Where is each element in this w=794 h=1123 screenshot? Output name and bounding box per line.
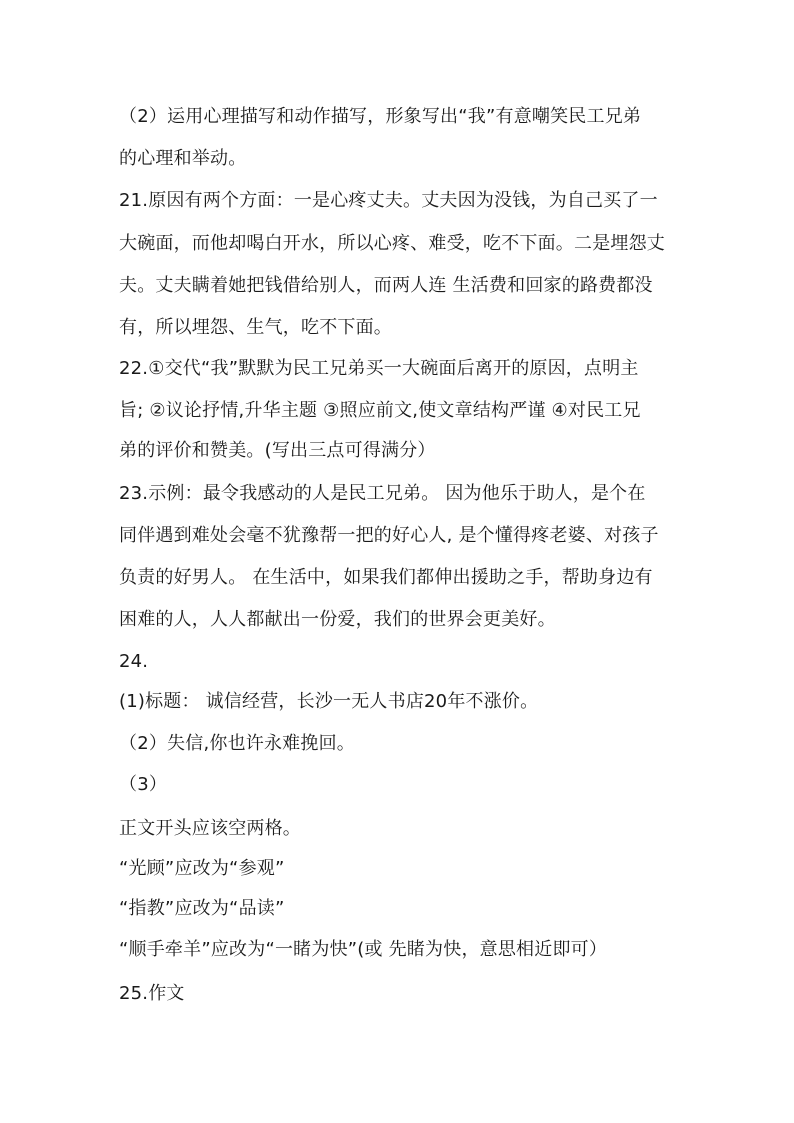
answer-24-3-item-2: “光顾”应改为“参观” — [119, 858, 285, 879]
answer-line-20-2b: 的心理和举动。 — [119, 148, 247, 169]
answer-21-line-1: 21.原因有两个方面：一是心疼丈夫。丈夫因为没钱，为自己买了一 — [119, 190, 658, 211]
answer-23-line-3: 负责的好男人。 在生活中，如果我们都伸出援助之手，帮助身边有 — [119, 567, 653, 588]
answer-24-heading: 24. — [119, 651, 149, 672]
answer-24-3-item-3: “指教”应改为“品读” — [119, 898, 285, 919]
answer-24-1-title: (1)标题： 诚信经营，长沙一无人书店20年不涨价。 — [119, 691, 539, 712]
answer-22-line-3: 弟的评价和赞美。(写出三点可得满分） — [119, 440, 436, 461]
answer-24-3-heading: （3） — [119, 774, 168, 795]
answer-23-line-1: 23.示例：最令我感动的人是民工兄弟。 因为他乐于助人，是个在 — [119, 483, 646, 504]
answer-22-line-1: 22.①交代“我”默默为民工兄弟买一大碗面后离开的原因，点明主 — [119, 358, 639, 379]
answer-24-3-item-4: “顺手牵羊”应改为“一睹为快”(或 先睹为快，意思相近即可） — [119, 939, 608, 960]
answer-21-line-4: 有，所以埋怨、生气，吃不下面。 — [119, 317, 392, 338]
answer-21-line-2: 大碗面，而他却喝白开水，所以心疼、难受，吃不下面。二是埋怨丈 — [119, 233, 665, 254]
answer-21-line-3: 夫。丈夫瞒着她把钱借给别人，而两人连 生活费和回家的路费都没 — [119, 275, 653, 296]
answer-24-2: （2）失信,你也许永难挽回。 — [119, 733, 355, 754]
answer-23-line-4: 困难的人，人人都献出一份爱，我们的世界会更美好。 — [119, 609, 556, 630]
answer-22-line-2: 旨; ②议论抒情,升华主题 ③照应前文,使文章结构严谨 ④对民工兄 — [119, 400, 641, 421]
answer-25: 25.作文 — [119, 983, 185, 1004]
answer-24-3-item-1: 正文开头应该空两格。 — [119, 818, 301, 839]
answer-line-20-2a: （2）运用心理描写和动作描写，形象写出“我”有意嘲笑民工兄弟 — [119, 106, 642, 127]
answer-23-line-2: 同伴遇到难处会毫不犹豫帮一把的好心人, 是个懂得疼老婆、对孩子 — [119, 525, 659, 546]
